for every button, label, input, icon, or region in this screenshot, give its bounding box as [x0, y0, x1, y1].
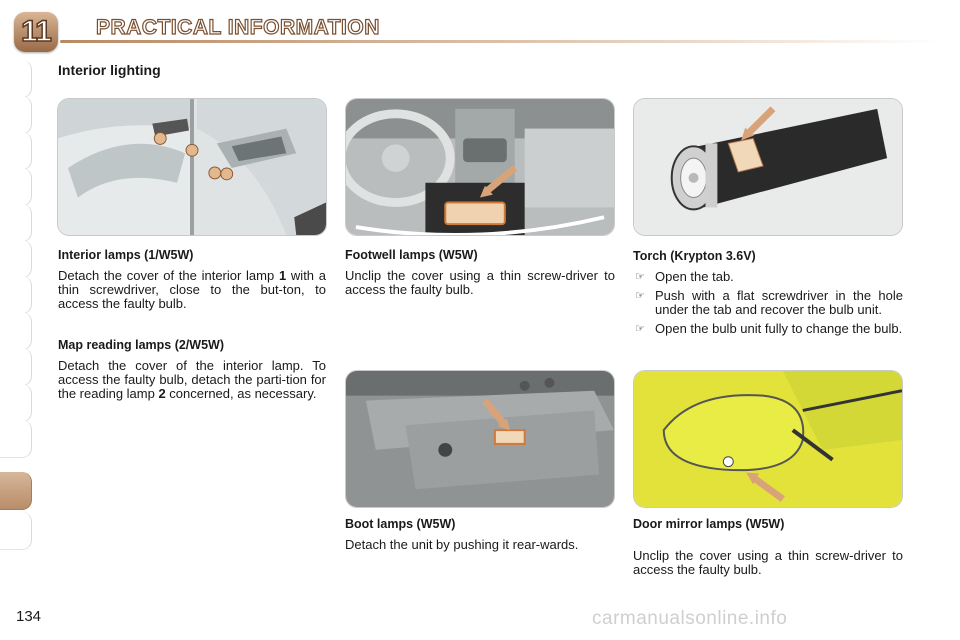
chapter-tab[interactable]	[0, 312, 32, 350]
torch-step	[633, 270, 903, 284]
footwell-lamps-section	[345, 248, 615, 297]
torch-steps	[633, 270, 903, 336]
chapter-tab[interactable]	[0, 204, 32, 242]
chapter-tab-active[interactable]	[0, 472, 32, 510]
map-reading-lamps-section	[58, 338, 326, 401]
page-number: 134	[16, 608, 42, 625]
chapter-tab[interactable]	[0, 420, 32, 458]
torch-step	[633, 289, 903, 317]
door-mirror-lamps-section	[633, 517, 903, 577]
door-mirror-heading: Door mirror lamps (W5W)	[633, 517, 785, 531]
torch-image	[633, 98, 903, 236]
chapter-tab[interactable]	[0, 96, 32, 134]
map-lamps-text	[58, 359, 326, 401]
text-fragment: Detach the cover of the interior lamp	[58, 268, 279, 283]
text-fragment: Detach the cover of the interior lamp. To access the faulty bulb, detach the parti-tion for the reading lamp	[58, 358, 326, 401]
door-mirror-image	[633, 370, 903, 508]
chapter-tab[interactable]	[0, 168, 32, 206]
chapter-tabs	[0, 60, 34, 575]
footwell-text: Unclip the cover using a thin screw-driver to access the faulty bulb.	[345, 268, 615, 297]
interior-lamps-section	[58, 248, 326, 311]
torch-step-text: Open the tab.	[655, 269, 734, 284]
map-lamps-heading: Map reading lamps (2/W5W)	[58, 338, 224, 352]
chapter-tab[interactable]	[0, 348, 32, 386]
interior-lamps-text	[58, 269, 326, 311]
header-divider	[60, 40, 940, 43]
boot-heading: Boot lamps (W5W)	[345, 517, 456, 531]
boot-lamps-image	[345, 370, 615, 508]
interior-lamps-image	[57, 98, 327, 236]
lamp-ref: 1	[278, 268, 287, 283]
boot-lamps-section	[345, 517, 615, 552]
torch-heading: Torch (Krypton 3.6V)	[633, 249, 756, 263]
torch-step-text: Push with a flat screwdriver in the hole under the tab and recover the bulb unit.	[655, 288, 903, 317]
chapter-tab[interactable]	[0, 384, 32, 422]
chapter-tab[interactable]	[0, 276, 32, 314]
chapter-tab[interactable]	[0, 60, 32, 98]
boot-text: Detach the unit by pushing it rear-wards.	[345, 537, 579, 552]
torch-step-text: Open the bulb unit fully to change the bulb.	[655, 321, 903, 336]
chapter-title: PRACTICAL INFORMATION	[96, 16, 380, 39]
lamp-ref: 2	[158, 386, 166, 401]
chapter-tab[interactable]	[0, 240, 32, 278]
pointing-hand-icon: ☞	[635, 271, 645, 283]
chapter-tab[interactable]	[0, 512, 32, 550]
footwell-heading: Footwell lamps (W5W)	[345, 248, 478, 262]
torch-section	[633, 249, 903, 341]
watermark: carmanualsonline.info	[592, 608, 788, 629]
text-fragment: with a thin screwdriver, close to the but-ton, to access the faulty bulb.	[58, 268, 326, 311]
torch-step	[633, 322, 903, 336]
section-title: Interior lighting	[58, 62, 161, 78]
footwell-lamps-image	[345, 98, 615, 236]
pointing-hand-icon: ☞	[635, 323, 645, 335]
chapter-number: 11	[21, 15, 51, 48]
text-fragment: concerned, as necessary.	[165, 386, 317, 401]
chapter-badge	[14, 12, 58, 52]
door-mirror-text: Unclip the cover using a thin screw-driver to access the faulty bulb.	[633, 548, 903, 577]
interior-lamps-heading: Interior lamps (1/W5W)	[58, 248, 194, 262]
pointing-hand-icon: ☞	[635, 290, 645, 302]
chapter-tab[interactable]	[0, 132, 32, 170]
